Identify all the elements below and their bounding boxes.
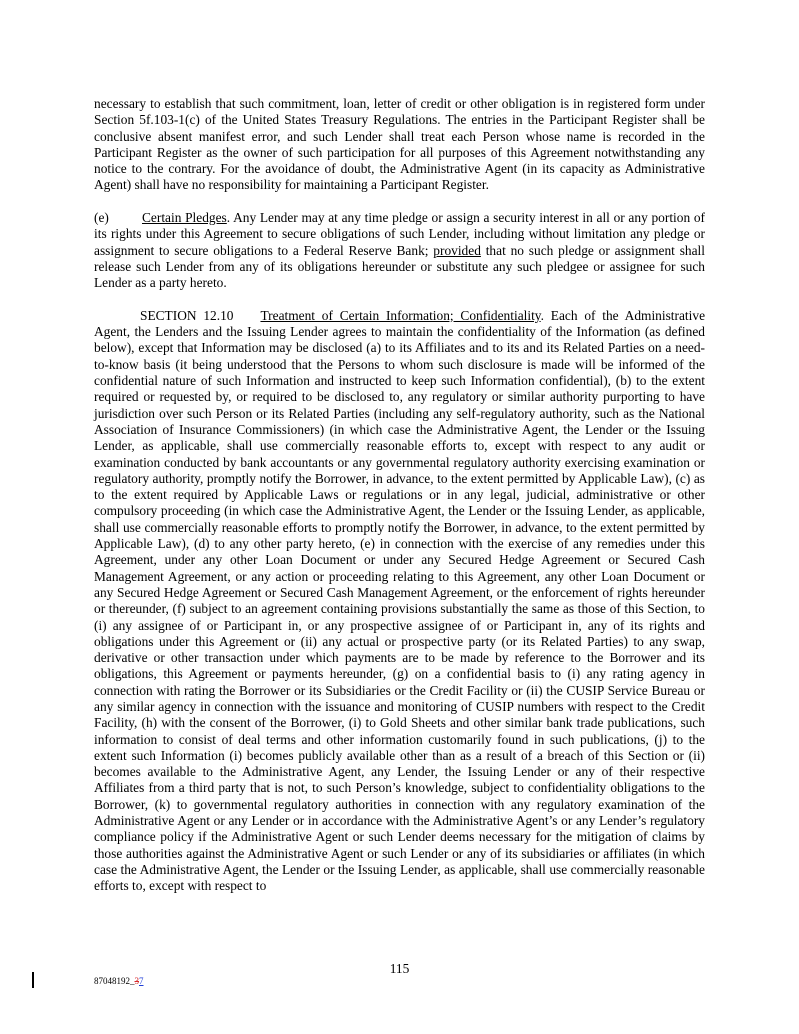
section-number: SECTION 12.10 bbox=[140, 307, 234, 323]
doc-id-base: 87048192_ bbox=[94, 976, 135, 986]
certain-pledges-text-2: that no such pledge or assignment shall release such Lender from any of its obligations hereunder or substitute any such pledgee or assignee for such Lender as a party hereto. bbox=[94, 242, 705, 291]
page-number: 115 bbox=[389, 961, 410, 976]
provided-term: provided bbox=[433, 242, 481, 258]
document-id bbox=[94, 976, 144, 986]
certain-pledges-paragraph bbox=[94, 210, 705, 291]
doc-id-deleted: 3 bbox=[134, 976, 139, 986]
doc-id-inserted: 7 bbox=[139, 976, 144, 986]
participant-register-paragraph: necessary to establish that such commitment, loan, letter of credit or other obligation is in registered form under Section 5f.103-1(c) of the United States Treasury Regulations. The entries in the Participant Register shall be conclusive absent manifest error, and such Lender shall treat each Person whose name is recorded in the Participant Register as the owner of such participation for all purposes of this Agreement notwithstanding any notice to the contrary. For the avoidance of doubt, the Administrative Agent (in its capacity as Administrative Agent) shall have no responsibility for maintaining a Participant Register. bbox=[94, 96, 705, 193]
change-bar bbox=[32, 972, 34, 988]
section-heading: Treatment of Certain Information; Confidentiality bbox=[260, 307, 541, 323]
certain-pledges-heading: Certain Pledges bbox=[142, 210, 227, 226]
document-body bbox=[94, 96, 705, 911]
paragraph-label-e: (e) bbox=[94, 210, 109, 226]
section-12-10-paragraph bbox=[94, 308, 705, 895]
section-text: . Each of the Administrative Agent, the Lenders and the Issuing Lender agrees to maintain the confidentiality of the Information (as defined below), except that Information may be disclosed (a) to its Affiliates and to its and its Related Parties on a need-to-know basis (it being understood that the Persons to whom such disclosure is made will be informed of the confidential nature of such Information and instructed to keep such Information confidential), (b) to the extent required or requested by, or required to be disclosed to, any regulatory or similar authority purporting to have jurisdiction over such Person or its Related Parties (including any self-regulatory authority, such as the National Association of Insurance Commissioners) (in which case the Administrative Agent, the Lender or the Issuing Lender, as applicable, shall use commercially reasonable efforts to, except with respect to any audit or examination conducted by bank accountants or any governmental regulatory authority exercising examination or regulatory authority, promptly notify the Borrower, in advance, to the extent permitted by Applicable Law), (c) as to the extent required by Applicable Laws or regulations or in any legal, judicial, administrative or other compulsory proceeding (in which case the Administrative Agent, the Lender or the Issuing Lender, as applicable, shall use commercially reasonable efforts to promptly notify the Borrower, in advance, to the extent permitted by Applicable Law), (d) to any other party hereto, (e) in connection with the exercise of any remedies under this Agreement, under any other Loan Document or under any Secured Hedge Agreement or Secured Cash Management Agreement, or any action or proceeding relating to this Agreement, any other Loan Document or any Secured Hedge Agreement or Secured Cash Management Agreement, or the enforcement of rights hereunder or thereunder, (f) subject to an agreement containing provisions substantially the same as those of this Section, to (i) any assignee of or Participant in, or any prospective assignee of or Participant in, any of its rights and obligations under this Agreement or (ii) any actual or prospective party (or its Related Parties) to any swap, derivative or other transaction under which payments are to be made by reference to the Borrower and its obligations, this Agreement or payments hereunder, (g) on a confidential basis to (i) any rating agency in connection with rating the Borrower or its Subsidiaries or the Credit Facility or (ii) the CUSIP Service Bureau or any similar agency in connection with the issuance and monitoring of CUSIP numbers with respect to the Credit Facility, (h) with the consent of the Borrower, (i) to Gold Sheets and other similar bank trade publications, such information to consist of deal terms and other information customarily found in such publications, (j) to the extent such Information (i) becomes publicly available other than as a result of a breach of this Section or (ii) becomes available to the Administrative Agent, any Lender, the Issuing Lender or any of their respective Affiliates from a third party that is not, to such Person’s knowledge, subject to confidentiality obligations to the Borrower, (k) to governmental regulatory authorities in connection with any regulatory examination of the Administrative Agent or any Lender or in accordance with the Administrative Agent’s or any Lender’s regulatory compliance policy if the Administrative Agent or such Lender deems necessary for the mitigation of claims by those authorities against the Administrative Agent or such Lender or any of its subsidiaries or affiliates (in which case the Administrative Agent, the Lender or the Issuing Lender, as applicable, shall use commercially reasonable efforts to, except with respect to bbox=[94, 307, 706, 894]
certain-pledges-text-1: . Any Lender may at any time pledge or assign a security interest in all or any portion of its rights under this Agreement to secure obligations of such Lender, including without limitation any pledge or assignment to secure obligations to a Federal Reserve Bank; bbox=[94, 210, 706, 258]
